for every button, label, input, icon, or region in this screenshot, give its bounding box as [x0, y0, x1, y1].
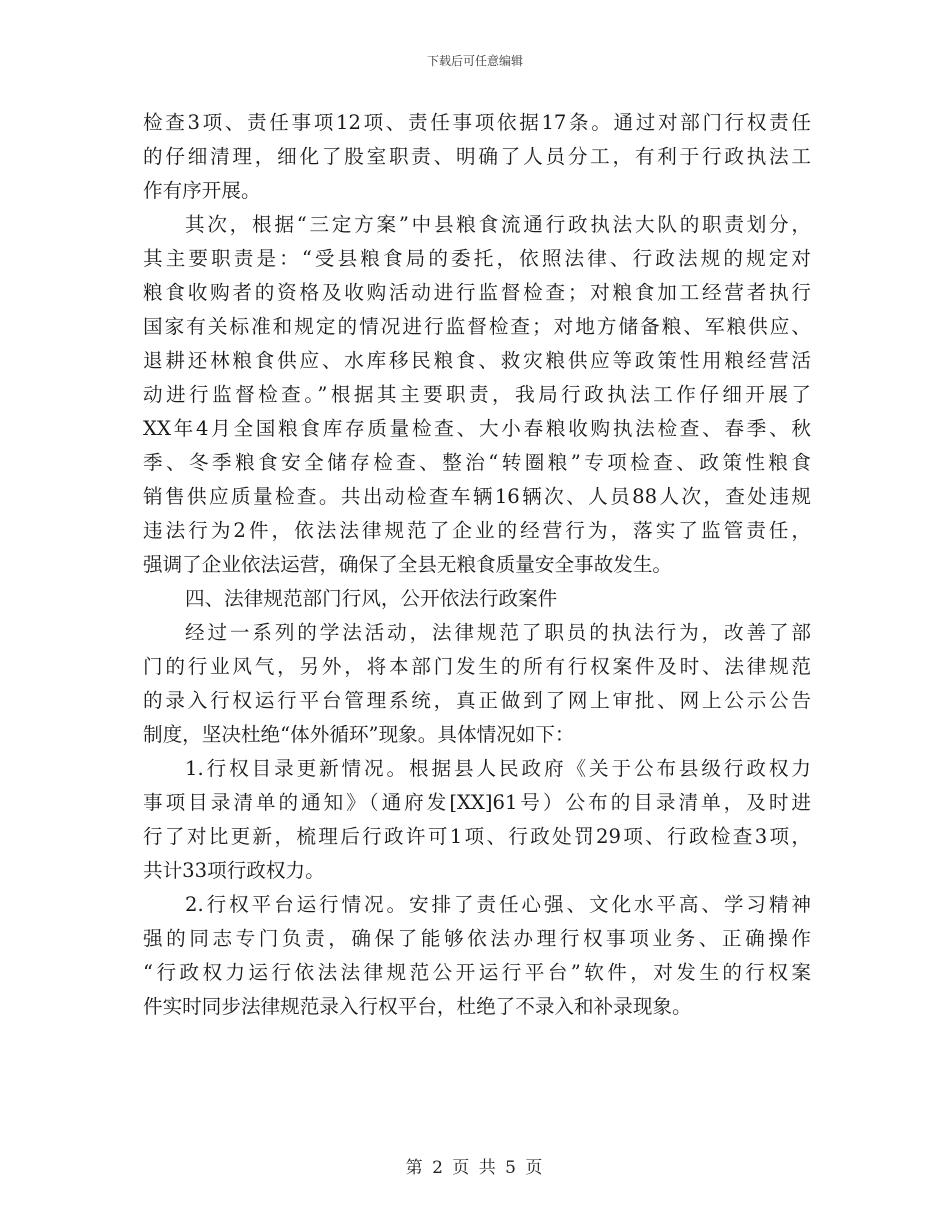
text-line: 件实时同步法律规范录入行权平台，杜绝了不录入和补录现象。: [143, 995, 692, 1018]
text-line: 2.行权平台运行情况。安排了责任心强、文化水平高、学习精神: [185, 893, 811, 916]
text-line: 粮食收购者的资格及收购活动进行监督检查；对粮食加工经营者执行: [143, 281, 811, 304]
text-line: 强调了企业依法运营，确保了全县无粮食质量安全事故发生。: [143, 553, 673, 576]
text-line: 的录入行权运行平台管理系统，真正做到了网上审批、网上公示公告: [143, 689, 811, 712]
text-line: 其主要职责是：“受县粮食局的委托，依照法律、行政法规的规定对: [143, 247, 811, 270]
text-line: XX年4月全国粮食库存质量检查、大小春粮收购执法检查、春季、秋: [143, 417, 811, 440]
text-line: 动进行监督检查。”根据其主要职责，我局行政执法工作仔细开展了: [143, 383, 811, 406]
text-line: 事项目录清单的通知》（通府发[XX]61号）公布的目录清单，及时进: [143, 791, 811, 814]
text-line: 销售供应质量检查。共出动检查车辆16辆次、人员88人次，查处违规: [143, 485, 811, 508]
document-body: [143, 106, 811, 1024]
text-line: 违法行为2件，依法法律规范了企业的经营行为，落实了监管责任，: [143, 519, 811, 542]
text-line: 国家有关标准和规定的情况进行监督检查；对地方储备粮、军粮供应、: [143, 315, 811, 338]
section-heading: 四、法律规范部门行风，公开依法行政案件: [185, 587, 558, 610]
text-line: 强的同志专门负责，确保了能够依法办理行权事项业务、正确操作: [143, 927, 811, 950]
text-line: 共计33项行政权力。: [143, 859, 325, 882]
text-line: “行政权力运行依法法律规范公开运行平台”软件，对发生的行权案: [143, 961, 811, 984]
text-line: 制度，坚决杜绝“体外循环”现象。具体情况如下：: [143, 723, 575, 746]
text-line: 退耕还林粮食供应、水库移民粮食、救灾粮供应等政策性用粮经营活: [143, 349, 811, 372]
text-line: 门的行业风气，另外，将本部门发生的所有行权案件及时、法律规范: [143, 655, 811, 678]
text-line: 经过一系列的学法活动，法律规范了职员的执法行为，改善了部: [185, 621, 811, 644]
text-line: 作有序开展。: [143, 179, 261, 202]
text-line: 1.行权目录更新情况。根据县人民政府《关于公布县级行政权力: [185, 757, 811, 780]
text-line: 的仔细清理，细化了股室职责、明确了人员分工，有利于行政执法工: [143, 145, 811, 168]
text-line: 季、冬季粮食安全储存检查、整治“转圈粮”专项检查、政策性粮食: [143, 451, 811, 474]
text-line: 检查3项、责任事项12项、责任事项依据17条。通过对部门行权责任: [143, 111, 811, 134]
text-line: 其次，根据“三定方案”中县粮食流通行政执法大队的职责划分，: [185, 213, 811, 236]
text-line: 行了对比更新，梳理后行政许可1项、行政处罚29项、行政检查3项，: [143, 825, 811, 848]
page-number: 第 2 页 共 5 页: [405, 1158, 545, 1178]
page-header-note: 下载后可任意编辑: [426, 54, 523, 68]
